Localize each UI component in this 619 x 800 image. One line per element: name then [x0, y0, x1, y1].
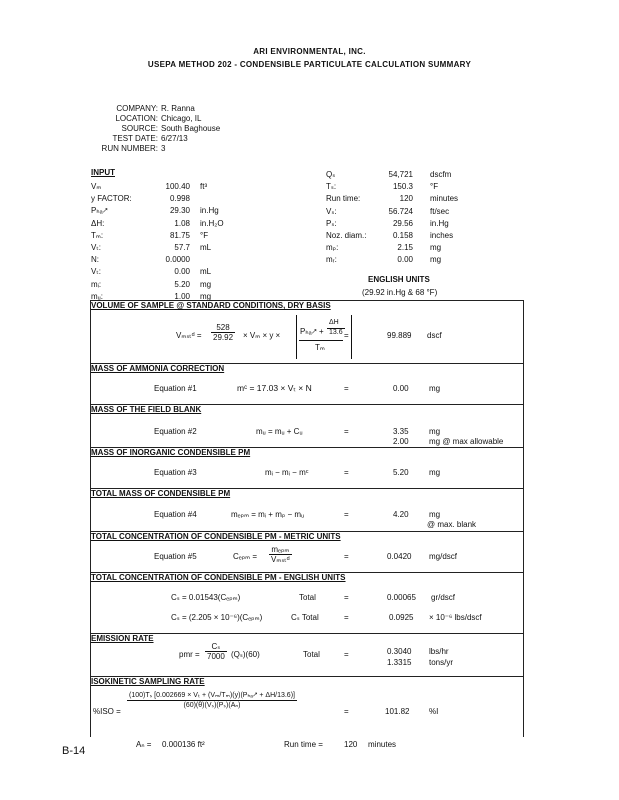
input-unit: mg [430, 255, 442, 265]
field-blank-section [90, 404, 524, 448]
test-date-label: TEST DATE: [112, 134, 158, 143]
input-unit: mL [200, 243, 212, 252]
english-units-note: (29.92 in.Hg & 68 °F) [362, 288, 438, 297]
field-blank-unit: mg [429, 427, 441, 436]
input-value: 5.20 [174, 279, 190, 289]
input-symbol: Qₛ [326, 170, 336, 179]
input-value: 150.3 [392, 182, 413, 192]
source-label: SOURCE: [121, 124, 158, 133]
metric-value: 0.0420 [387, 552, 412, 561]
english-section [90, 572, 524, 634]
volume-frac: $\frac{528}{29.92}$ [213, 323, 234, 342]
field-blank-value-2: 2.00 [393, 437, 409, 446]
isokinetic-frac: $\frac{\text{(100)Tₛ [0.002669 × Vₜ + (Vₘ/Tₘ)(y)(Pₕₐ⭧ + ΔH/13.6)]}}{\text{(60)(θ)(Vₛ)(Pₛ)(Aₙ)}}$ [129, 692, 295, 709]
volume-bracket: Pₕₐ⭧ + ΔH 13.6 Tₘ [296, 315, 352, 359]
page-number: B-14 [62, 745, 86, 757]
input-value: 0.998 [169, 194, 190, 204]
total-mass-value: 4.20 [393, 510, 409, 519]
run-time-value: 120 [344, 740, 358, 749]
metric-frac: $\frac{\text{mₑₚₘ}}{\text{Vₘₛₜᵈ}}$ [271, 545, 290, 564]
input-unit: mg [430, 243, 442, 253]
ammonia-formula: mᶜ = 17.03 × Vₜ × N [237, 383, 312, 393]
isokinetic-section [90, 676, 524, 737]
section-title: EMISSION RATE [91, 634, 154, 643]
input-unit: mg [200, 291, 212, 301]
isokinetic-value: 101.82 [385, 707, 410, 716]
input-title: INPUT [91, 168, 115, 177]
emission-rhs: (Qₛ)(60) [231, 650, 260, 659]
isokinetic-lhs: %ISO = [93, 707, 121, 716]
isokinetic-unit: %I [429, 707, 439, 716]
input-symbol: Pₕₐ⭧ [91, 206, 108, 216]
input-value: 1.08 [174, 218, 190, 228]
volume-eq: = [344, 331, 349, 340]
location-label: LOCATION: [115, 114, 158, 123]
inorganic-eq: = [344, 468, 349, 477]
section-title: TOTAL CONCENTRATION OF CONDENSIBLE PM - METRIC UNITS [91, 532, 341, 541]
volume-lhs: Vₘₛₜᵈ = [176, 331, 202, 340]
english-unit-1: gr/dscf [431, 593, 456, 602]
input-unit: °F [200, 230, 209, 240]
field-blank-label: Equation #2 [154, 427, 197, 436]
english-units-label: ENGLISH UNITS [368, 275, 430, 284]
field-blank-formula: mᵤ = mᵤ + Cᵤ [256, 427, 303, 436]
company-header: ARI ENVIRONMENTAL, INC. [253, 47, 366, 56]
run-number-label: RUN NUMBER: [101, 144, 158, 153]
input-value: 0.0000 [165, 255, 190, 265]
input-symbol: Noz. diam.: [326, 231, 367, 240]
english-value-2: 0.0925 [389, 613, 414, 622]
input-value: 56.724 [388, 206, 413, 216]
run-time-unit: minutes [368, 740, 397, 749]
input-value: 100.40 [165, 182, 190, 191]
input-unit: minutes [430, 194, 459, 204]
an-label: Aₙ = [136, 740, 152, 749]
section-title: ISOKINETIC SAMPLING RATE [91, 677, 205, 686]
isokinetic-eq: = [344, 707, 349, 716]
input-unit: mL [200, 267, 212, 277]
company-label: COMPANY: [116, 104, 158, 113]
english-formula-2: Cₛ = (2.205 × 10⁻⁶)(Cₑₚₘ) [171, 613, 263, 622]
input-symbol: mᵢ: [91, 279, 102, 289]
input-symbol: Vₜ: [91, 243, 101, 252]
metric-eq: = [344, 552, 349, 561]
input-unit: ft/sec [430, 206, 450, 216]
input-unit: °F [430, 182, 439, 192]
section-title: MASS OF AMMONIA CORRECTION [91, 364, 225, 373]
input-unit: in.Hg [430, 218, 449, 228]
metric-section [90, 531, 524, 573]
volume-unit: dscf [427, 331, 442, 340]
field-blank-unit-2: mg @ max allowable [429, 437, 504, 446]
input-value: 2.15 [397, 243, 413, 253]
ammonia-label: Equation #1 [154, 384, 197, 393]
source-value: South Baghouse [161, 124, 221, 133]
input-symbol: Tₛ: [326, 182, 337, 192]
run-number-value: 3 [161, 144, 166, 153]
emission-value-1: 0.3040 [387, 647, 412, 656]
volume-value: 99.889 [387, 331, 412, 340]
english-total-1: Total [299, 593, 316, 602]
ammonia-section [90, 363, 524, 405]
emission-value-2: 1.3315 [387, 658, 412, 667]
inorganic-unit: mg [429, 468, 441, 477]
english-eq-2: = [344, 613, 349, 622]
volume-mid: × Vₘ × y × [243, 331, 281, 340]
input-value: 120 [399, 194, 413, 204]
input-symbol: mₚ: [326, 243, 339, 253]
metric-label: Equation #5 [154, 552, 197, 561]
input-symbol: Vₘ [91, 182, 102, 191]
inorganic-value: 5.20 [393, 468, 409, 477]
emission-unit-2: tons/yr [429, 658, 454, 667]
inorganic-formula: mᵢ − mᵢ − mᶜ [265, 468, 309, 477]
total-mass-section [90, 488, 524, 532]
input-symbol: mᵣ: [326, 255, 337, 265]
emission-lhs: pmr = [179, 650, 200, 659]
input-symbol: Vₛ: [326, 206, 337, 216]
input-symbol: Pₛ: [326, 218, 337, 228]
input-value: 0.158 [392, 231, 413, 240]
total-mass-formula: mₑₚₘ = mᵢ + mₚ − mᵤ [231, 510, 305, 519]
english-value-1: 0.00065 [387, 593, 416, 602]
report-title: USEPA METHOD 202 - CONDENSIBLE PARTICULATE CALCULATION SUMMARY [147, 60, 472, 69]
input-value: 54,721 [388, 170, 413, 179]
input-value: 81.75 [169, 230, 190, 240]
volume-section [90, 300, 524, 364]
input-value: 1.00 [174, 291, 190, 301]
english-total-2: Cₛ Total [291, 613, 319, 622]
english-eq-1: = [344, 593, 349, 602]
input-symbol: N: [91, 255, 99, 265]
input-unit: in.H₂O [200, 218, 224, 228]
emission-total: Total [303, 650, 320, 659]
section-title: TOTAL CONCENTRATION OF CONDENSIBLE PM - ENGLISH UNITS [91, 573, 346, 582]
input-unit: inches [430, 231, 454, 240]
emission-section [90, 633, 524, 677]
total-mass-note: @ max. blank [427, 520, 477, 529]
metric-unit: mg/dscf [429, 552, 458, 561]
emission-frac: $\frac{\text{Cₛ}}{7000}$ [207, 642, 225, 661]
input-unit: mg [200, 279, 212, 289]
inorganic-section [90, 447, 524, 489]
section-title: MASS OF INORGANIC CONDENSIBLE PM [91, 448, 251, 457]
input-unit: ft³ [200, 182, 208, 191]
test-date-value: 6/27/13 [161, 134, 188, 143]
field-blank-value: 3.35 [393, 427, 409, 436]
input-value: 57.7 [174, 243, 190, 252]
section-title: VOLUME OF SAMPLE @ STANDARD CONDITIONS, DRY BASIS [91, 301, 331, 310]
emission-unit-1: lbs/hr [429, 647, 449, 656]
inorganic-label: Equation #3 [154, 468, 197, 477]
input-value: 29.56 [392, 218, 413, 228]
english-formula-1: Cₛ = 0.01543(Cₑₚₘ) [171, 593, 241, 602]
emission-eq: = [344, 650, 349, 659]
total-mass-label: Equation #4 [154, 510, 197, 519]
input-symbol: mᵤ: [91, 291, 103, 301]
input-symbol: Run time: [326, 194, 361, 204]
ammonia-eq: = [344, 384, 349, 393]
an-value: 0.000136 ft² [162, 740, 205, 749]
run-time-label: Run time = [284, 740, 323, 749]
section-title: MASS OF THE FIELD BLANK [91, 405, 202, 414]
input-symbol: y FACTOR: [91, 194, 132, 204]
ammonia-value: 0.00 [393, 384, 409, 393]
input-value: 0.00 [174, 267, 190, 277]
total-mass-unit: mg [429, 510, 441, 519]
input-unit: in.Hg [200, 206, 219, 216]
english-unit-2: × 10⁻⁶ lbs/dscf [429, 613, 482, 622]
field-blank-eq: = [344, 427, 349, 436]
location-value: Chicago, IL [161, 114, 202, 123]
company-value: R. Ranna [161, 104, 195, 113]
metric-lhs: Cₑₚₘ = [233, 552, 258, 561]
input-symbol: ΔH: [91, 218, 105, 228]
total-mass-eq: = [344, 510, 349, 519]
input-value: 29.30 [169, 206, 190, 216]
input-symbol: Tₘ: [91, 230, 104, 240]
input-symbol: Vₜ: [91, 267, 101, 277]
input-unit: dscfm [430, 170, 452, 179]
ammonia-unit: mg [429, 384, 441, 393]
section-title: TOTAL MASS OF CONDENSIBLE PM [91, 489, 231, 498]
input-value: 0.00 [397, 255, 413, 265]
